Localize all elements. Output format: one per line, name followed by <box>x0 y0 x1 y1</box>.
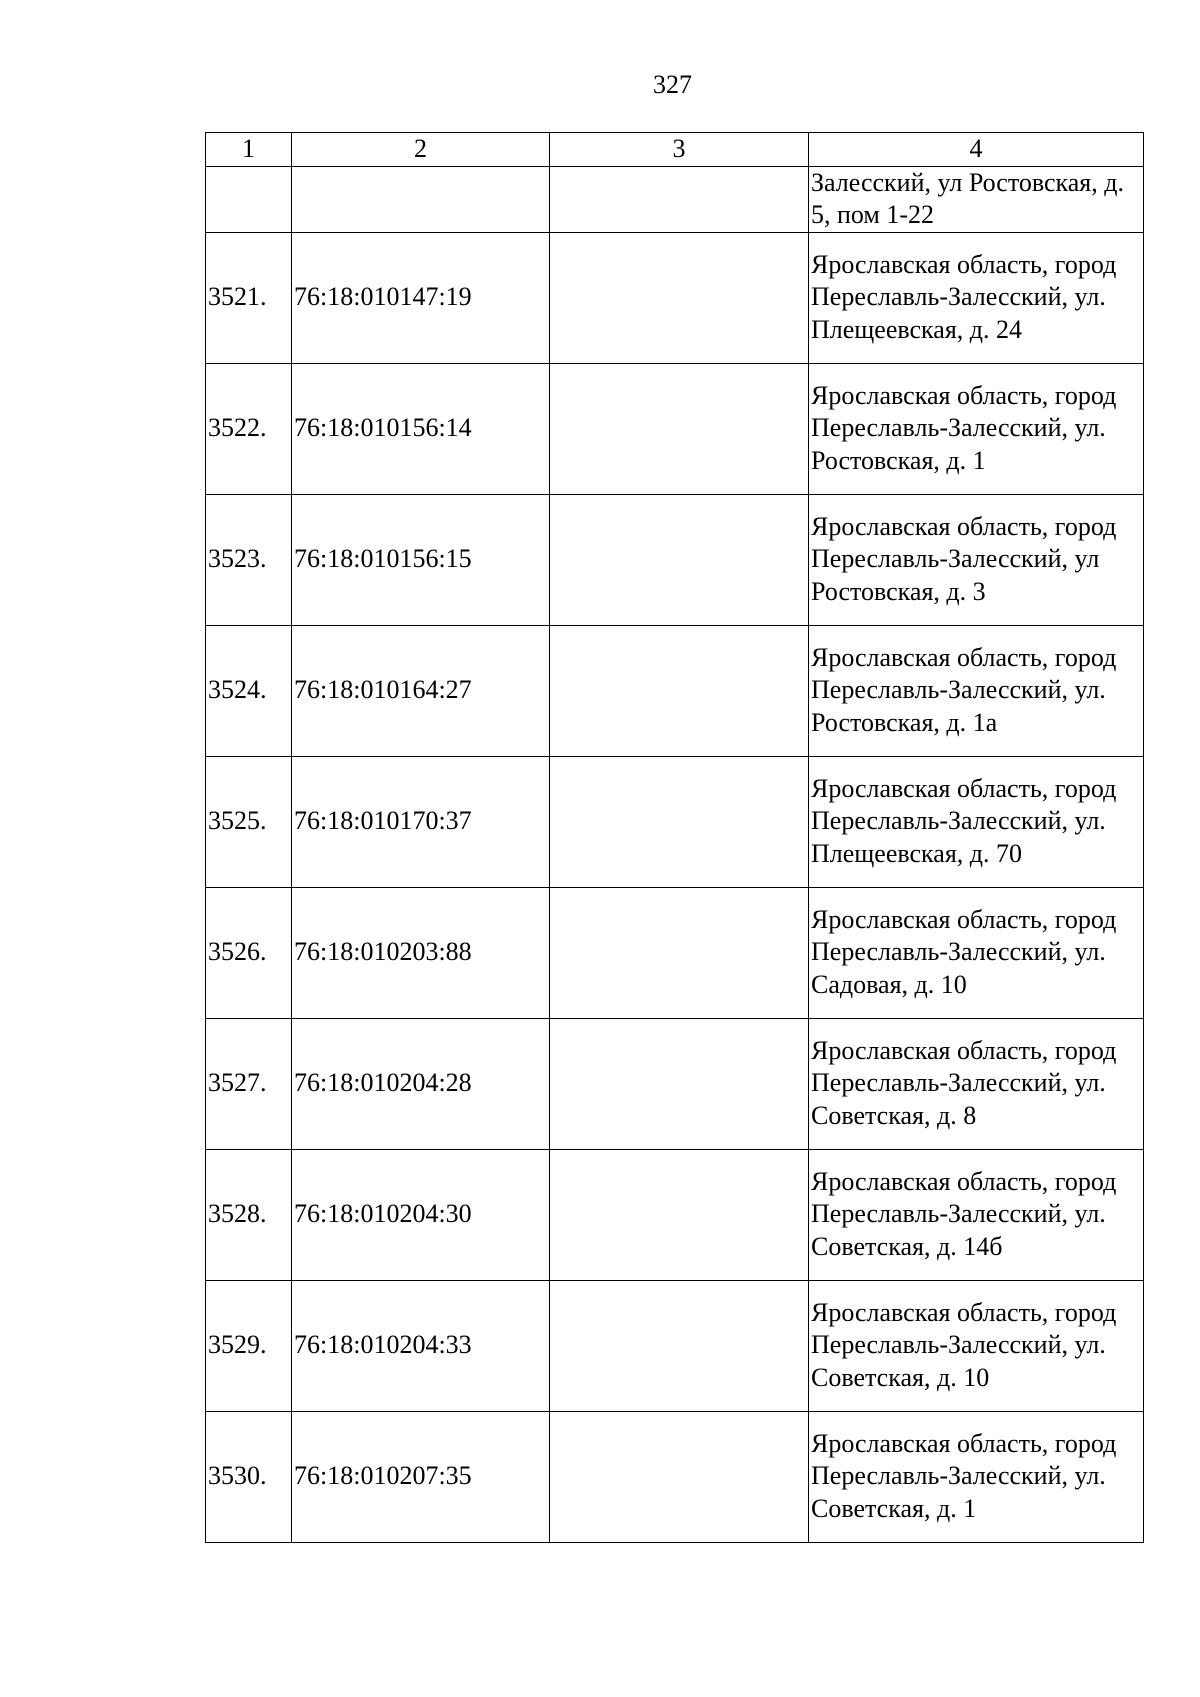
cadastral-number: 76:18:010204:33 <box>292 1280 550 1411</box>
table-row <box>206 756 1144 887</box>
address-cell: Залесский, ул Ростовская, д. 5, пом 1-22 <box>809 166 1144 232</box>
row-number: 3530. <box>206 1411 292 1542</box>
column-3-cell <box>550 1411 809 1542</box>
table-row <box>206 1149 1144 1280</box>
column-header-1: 1 <box>206 133 292 167</box>
cadastral-number: 76:18:010204:30 <box>292 1149 550 1280</box>
table-row <box>206 887 1144 1018</box>
column-3-cell <box>550 756 809 887</box>
address-cell: Ярославская область, город Переславль-Залесский, ул. Ростовская, д. 1 <box>809 363 1144 494</box>
address-cell: Ярославская область, город Переславль-Залесский, ул. Советская, д. 1 <box>809 1411 1144 1542</box>
address-cell: Ярославская область, город Переславль-Залесский, ул. Советская, д. 10 <box>809 1280 1144 1411</box>
address-cell: Ярославская область, город Переславль-Залесский, ул. Плещеевская, д. 24 <box>809 232 1144 363</box>
row-number: 3526. <box>206 887 292 1018</box>
cadastral-number: 76:18:010207:35 <box>292 1411 550 1542</box>
table-row <box>206 625 1144 756</box>
row-number <box>206 166 292 232</box>
row-number: 3523. <box>206 494 292 625</box>
cadastral-number: 76:18:010164:27 <box>292 625 550 756</box>
column-3-cell <box>550 887 809 1018</box>
address-cell: Ярославская область, город Переславль-Залесский, ул. Ростовская, д. 1а <box>809 625 1144 756</box>
table-body <box>206 166 1144 1542</box>
address-cell: Ярославская область, город Переславль-Залесский, ул. Садовая, д. 10 <box>809 887 1144 1018</box>
page-number: 327 <box>653 70 692 99</box>
header-row <box>206 133 1144 167</box>
row-number: 3525. <box>206 756 292 887</box>
cadastral-number <box>292 166 550 232</box>
cadastral-number: 76:18:010204:28 <box>292 1018 550 1149</box>
row-number: 3529. <box>206 1280 292 1411</box>
register-table <box>205 132 1144 1543</box>
row-number: 3528. <box>206 1149 292 1280</box>
column-3-cell <box>550 166 809 232</box>
column-3-cell <box>550 1280 809 1411</box>
column-3-cell <box>550 1018 809 1149</box>
address-cell: Ярославская область, город Переславль-Залесский, ул. Плещеевская, д. 70 <box>809 756 1144 887</box>
cadastral-number: 76:18:010147:19 <box>292 232 550 363</box>
row-number: 3527. <box>206 1018 292 1149</box>
column-3-cell <box>550 625 809 756</box>
column-header-3: 3 <box>550 133 809 167</box>
row-number: 3524. <box>206 625 292 756</box>
column-3-cell <box>550 363 809 494</box>
table-row <box>206 363 1144 494</box>
row-number: 3522. <box>206 363 292 494</box>
cadastral-number: 76:18:010203:88 <box>292 887 550 1018</box>
address-cell: Ярославская область, город Переславль-Залесский, ул. Советская, д. 8 <box>809 1018 1144 1149</box>
column-header-4: 4 <box>809 133 1144 167</box>
table-row-continuation <box>206 166 1144 232</box>
column-3-cell <box>550 494 809 625</box>
table-row <box>206 232 1144 363</box>
table-row <box>206 1411 1144 1542</box>
table-header <box>206 133 1144 167</box>
cadastral-number: 76:18:010170:37 <box>292 756 550 887</box>
column-3-cell <box>550 1149 809 1280</box>
address-cell: Ярославская область, город Переславль-Залесский, ул Ростовская, д. 3 <box>809 494 1144 625</box>
cadastral-number: 76:18:010156:15 <box>292 494 550 625</box>
table-row <box>206 1280 1144 1411</box>
column-header-2: 2 <box>292 133 550 167</box>
table-row <box>206 494 1144 625</box>
table-row <box>206 1018 1144 1149</box>
row-number: 3521. <box>206 232 292 363</box>
cadastral-number: 76:18:010156:14 <box>292 363 550 494</box>
address-cell: Ярославская область, город Переславль-Залесский, ул. Советская, д. 14б <box>809 1149 1144 1280</box>
column-3-cell <box>550 232 809 363</box>
